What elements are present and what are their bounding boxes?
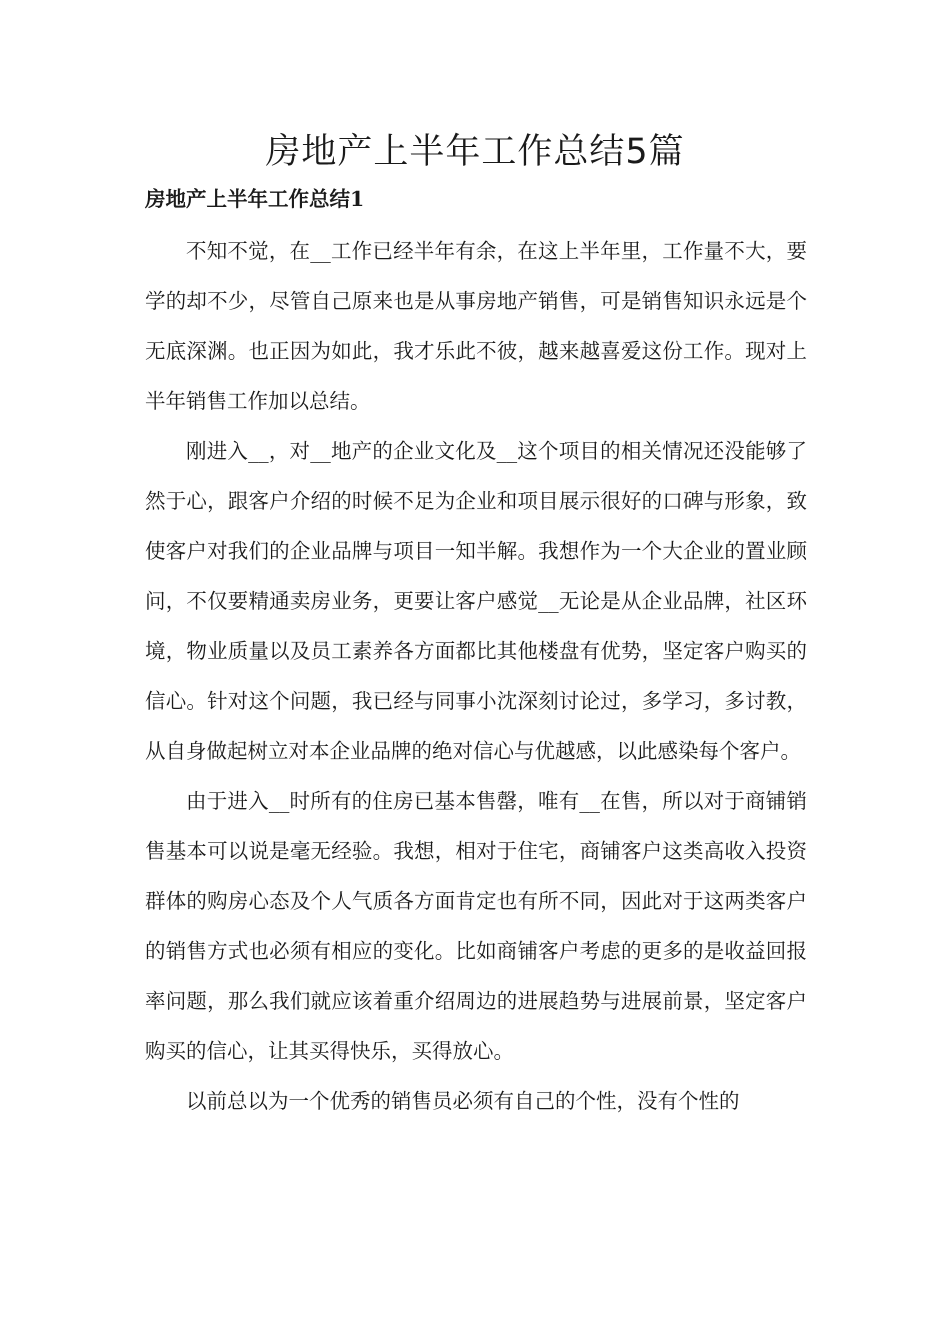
paragraph: 由于进入__时所有的住房已基本售罄，唯有__在售，所以对于商铺销售基本可以说是毫无经验。我想，相对于住宅，商铺客户这类高收入投资群体的购房心态及个人气质各方面肯定也有所不同，因此对于这两类客户的销售方式也必须有相应的变化。比如商铺客户考虑的更多的是收益回报率问题，那么我们就应该着重介绍周边的进展趋势与进展前景，坚定客户购买的信心，让其买得快乐，买得放心。 [145,789,807,1063]
document-body [145,226,807,1126]
document-title: 房地产上半年工作总结5篇 [265,132,685,172]
paragraph: 以前总以为一个优秀的销售员必须有自己的个性，没有个性的 [186,1089,740,1113]
section-heading: 房地产上半年工作总结1 [145,187,365,211]
paragraph: 刚进入__，对__地产的企业文化及__这个项目的相关情况还没能够了然于心，跟客户介绍的时候不足为企业和项目展示很好的口碑与形象，致使客户对我们的企业品牌与项目一知半解。我想作为一个大企业的置业顾问，不仅要精通卖房业务，更要让客户感觉__无论是从企业品牌，社区环境，物业质量以及员工素养各方面都比其他楼盘有优势，坚定客户购买的信心。针对这个问题，我已经与同事小沈深刻讨论过，多学习，多讨教，从自身做起树立对本企业品牌的绝对信心与优越感，以此感染每个客户。 [145,439,807,763]
paragraph: 不知不觉，在__工作已经半年有余，在这上半年里，工作量不大，要学的却不少，尽管自己原来也是从事房地产销售，可是销售知识永远是个无底深渊。也正因为如此，我才乐此不彼，越来越喜爱这份工作。现对上半年销售工作加以总结。 [145,239,807,413]
